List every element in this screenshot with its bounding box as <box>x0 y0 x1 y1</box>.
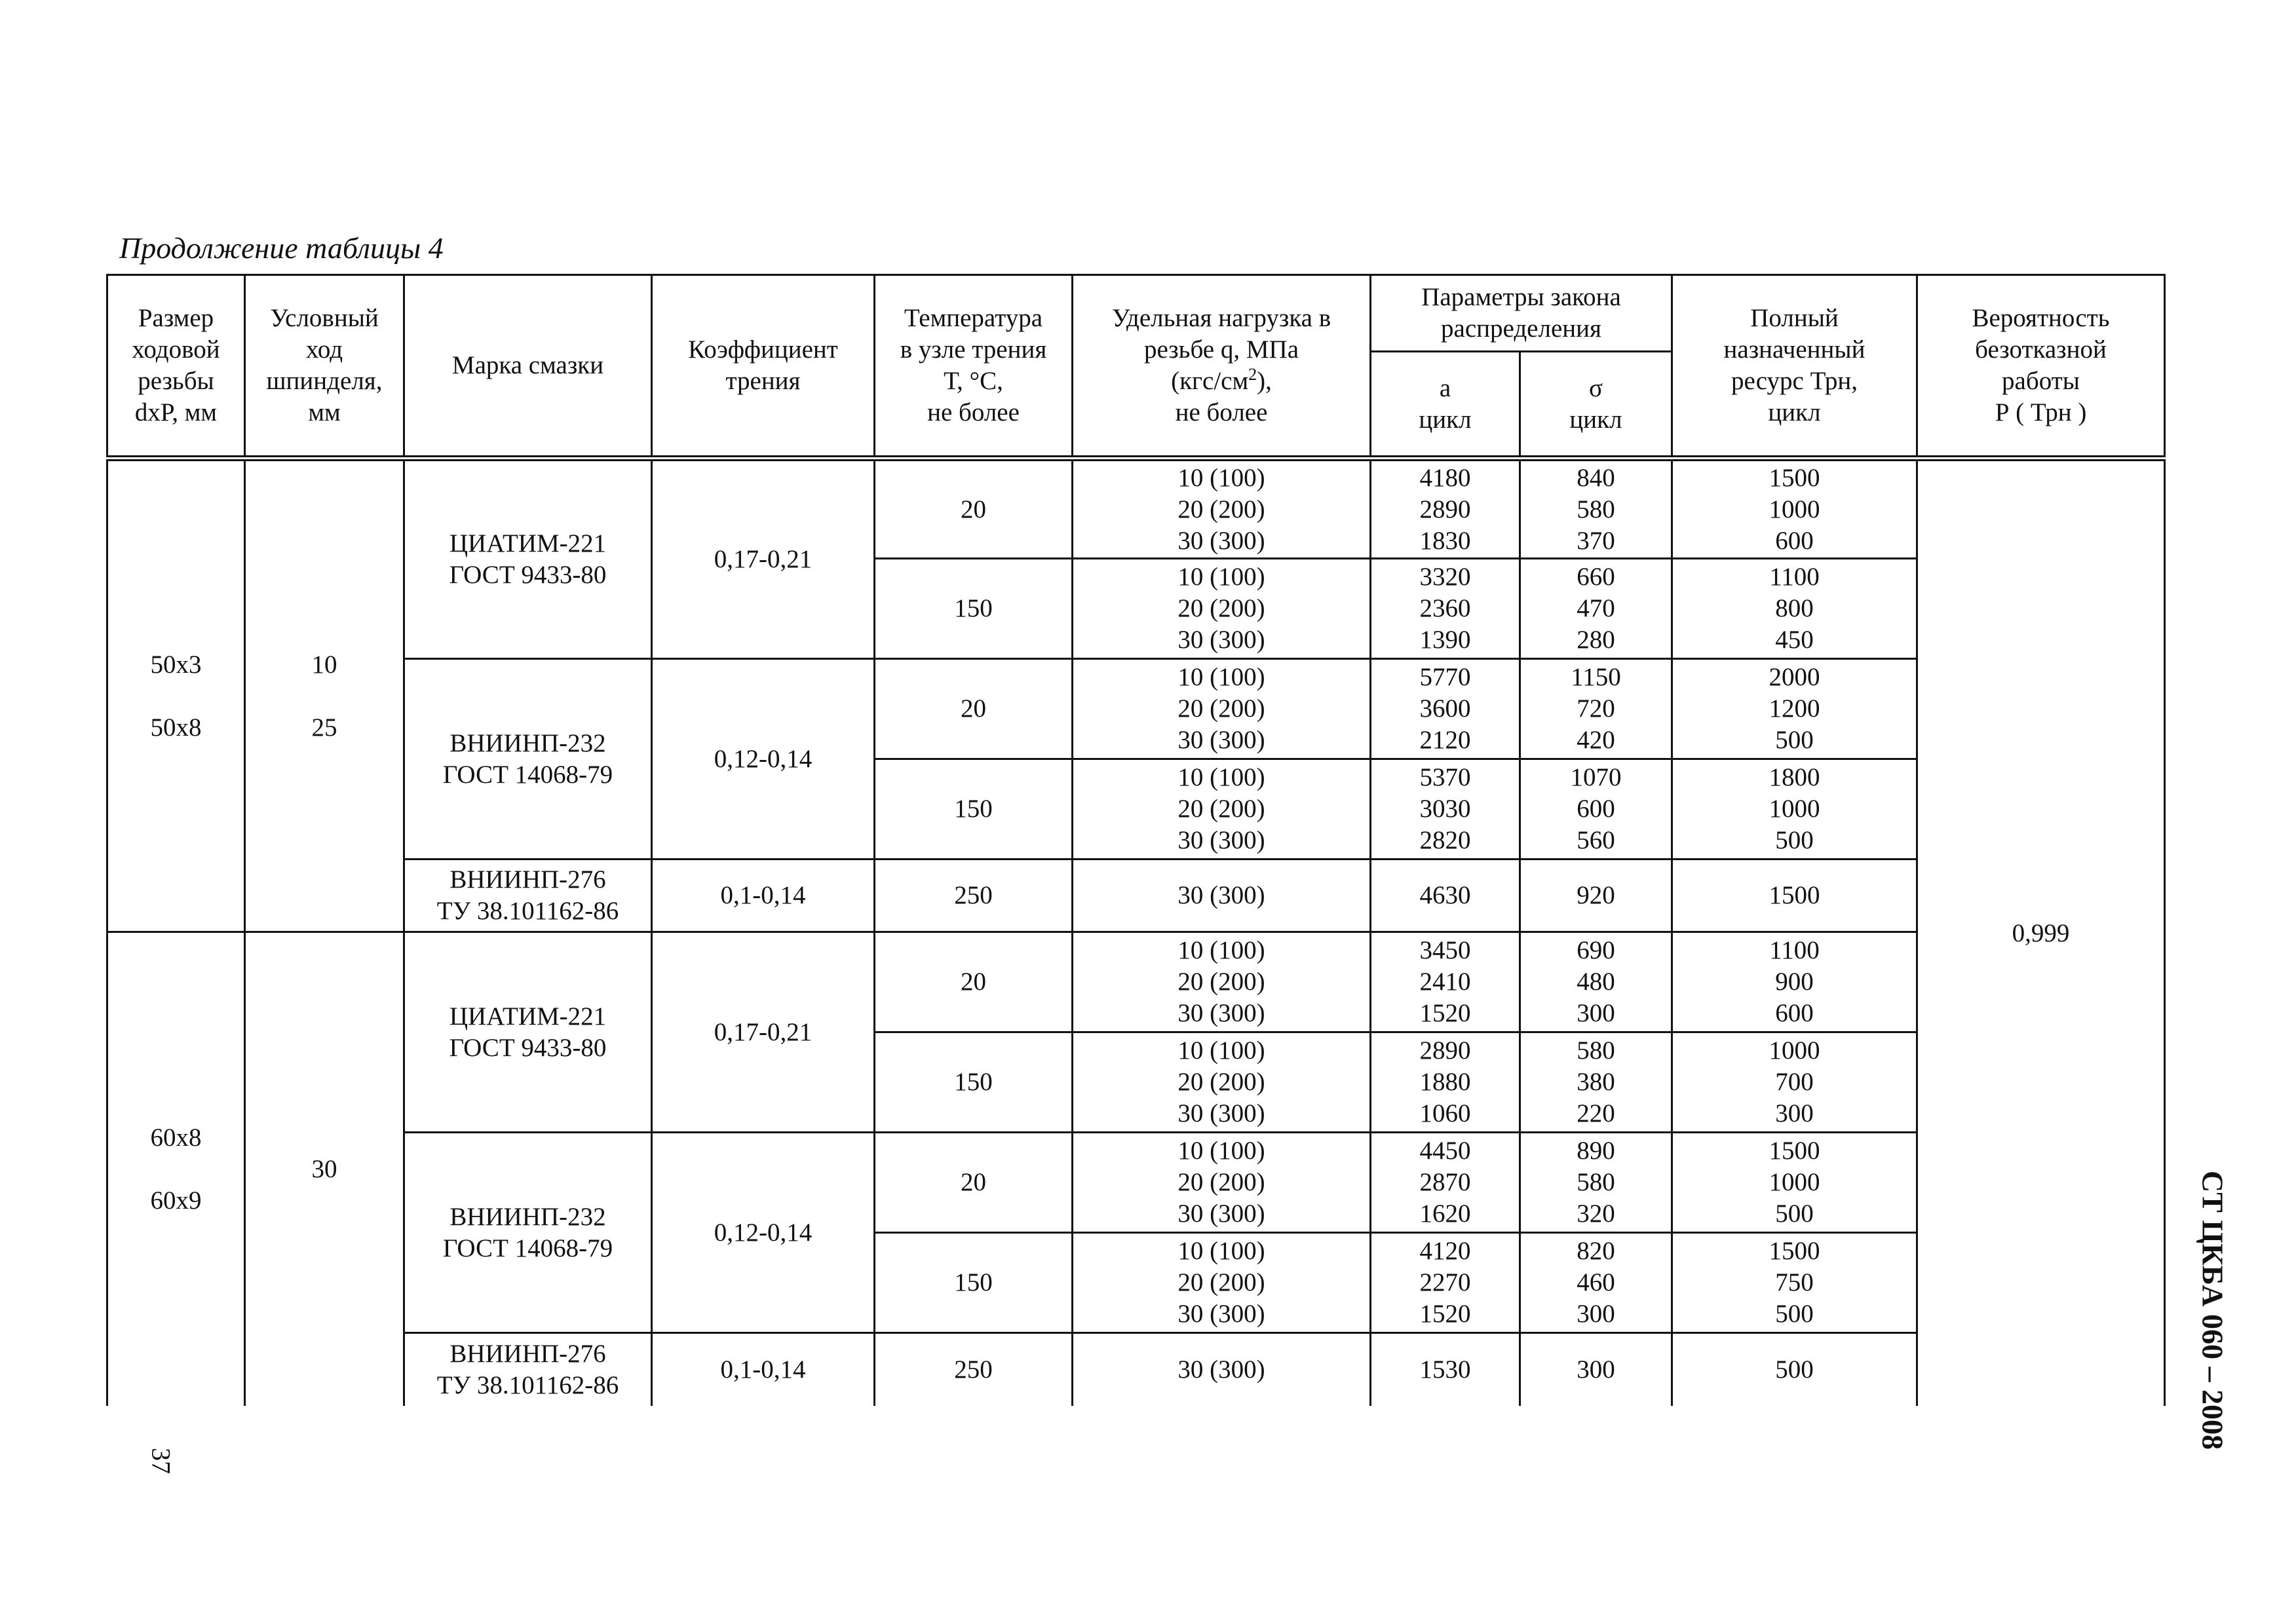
param-a-cell: 3450 2410 1520 <box>1371 932 1520 1032</box>
table-row <box>107 932 2165 1032</box>
temperature-cell: 20 <box>875 459 1073 559</box>
resource-cell: 1100 900 600 <box>1672 932 1917 1032</box>
temperature-cell: 150 <box>875 1233 1073 1333</box>
param-sigma-cell: 890 580 320 <box>1520 1133 1672 1233</box>
header-friction: Коэффициент трения <box>652 275 875 459</box>
friction-cell: 0,1-0,14 <box>652 1333 875 1406</box>
table-caption: Продолжение таблицы 4 <box>119 231 444 265</box>
friction-cell: 0,17-0,21 <box>652 932 875 1133</box>
param-a-cell: 2890 1880 1060 <box>1371 1032 1520 1133</box>
grease-name-cell: ВНИИНП-276 ТУ 38.101162-86 <box>404 1333 652 1406</box>
table-row <box>107 859 2165 932</box>
header-spindle-stroke: Условный ход шпинделя, мм <box>245 275 404 459</box>
friction-cell: 0,12-0,14 <box>652 1133 875 1333</box>
header-temperature: Температура в узле трения Т, °С, не более <box>875 275 1073 459</box>
temperature-cell: 20 <box>875 1133 1073 1233</box>
param-sigma-cell: 820 460 300 <box>1520 1233 1672 1333</box>
param-a-cell: 4450 2870 1620 <box>1371 1133 1520 1233</box>
header-distribution-params: Параметры закона распределения <box>1371 275 1672 352</box>
load-cell: 10 (100) 20 (200) 30 (300) <box>1073 1032 1371 1133</box>
header-resource: Полный назначенный ресурс Трн, цикл <box>1672 275 1917 459</box>
probability-cell: 0,999 <box>1917 459 2165 1406</box>
resource-cell: 1100 800 450 <box>1672 559 1917 659</box>
table-body <box>107 459 2165 1406</box>
resource-cell: 1500 1000 500 <box>1672 1133 1917 1233</box>
param-sigma-cell: 300 <box>1520 1333 1672 1406</box>
load-cell: 10 (100) 20 (200) 30 (300) <box>1073 459 1371 559</box>
document-code: СТ ЦКБА 060 – 2008 <box>2196 1170 2230 1450</box>
friction-cell: 0,12-0,14 <box>652 659 875 859</box>
load-cell: 30 (300) <box>1073 1333 1371 1406</box>
header-thread-size: Размер ходовой резьбы dxP, мм <box>107 275 245 459</box>
table-row <box>107 1133 2165 1233</box>
temperature-cell: 250 <box>875 859 1073 932</box>
temperature-cell: 20 <box>875 659 1073 759</box>
param-sigma-cell: 920 <box>1520 859 1672 932</box>
param-a-cell: 4630 <box>1371 859 1520 932</box>
table-row <box>107 459 2165 559</box>
param-a-cell: 5770 3600 2120 <box>1371 659 1520 759</box>
grease-name-cell: ВНИИНП-232 ГОСТ 14068-79 <box>404 659 652 859</box>
load-cell: 10 (100) 20 (200) 30 (300) <box>1073 559 1371 659</box>
grease-name-cell: ЦИАТИМ-221 ГОСТ 9433-80 <box>404 459 652 659</box>
friction-cell: 0,17-0,21 <box>652 459 875 659</box>
param-sigma-cell: 1150 720 420 <box>1520 659 1672 759</box>
param-a-cell: 1530 <box>1371 1333 1520 1406</box>
resource-cell: 1500 750 500 <box>1672 1233 1917 1333</box>
lubricant-table <box>106 274 2166 1406</box>
header-specific-load: Удельная нагрузка в резьбе q, МПа $(кгс/см^2)$, не более <box>1073 275 1371 459</box>
temperature-cell: 20 <box>875 932 1073 1032</box>
temperature-cell: 250 <box>875 1333 1073 1406</box>
param-sigma-cell: 690 480 300 <box>1520 932 1672 1032</box>
load-cell: 10 (100) 20 (200) 30 (300) <box>1073 759 1371 859</box>
temperature-cell: 150 <box>875 759 1073 859</box>
grease-name-cell: ЦИАТИМ-221 ГОСТ 9433-80 <box>404 932 652 1133</box>
thread-size-cell: 60х8 60х9 <box>107 932 245 1406</box>
param-a-cell: 4120 2270 1520 <box>1371 1233 1520 1333</box>
spindle-stroke-cell: 10 25 <box>245 459 404 932</box>
param-sigma-cell: 660 470 280 <box>1520 559 1672 659</box>
page-number: 37 <box>146 1448 176 1474</box>
load-cell: 10 (100) 20 (200) 30 (300) <box>1073 659 1371 759</box>
thread-size-cell: 50х3 50х8 <box>107 459 245 932</box>
grease-name-cell: ВНИИНП-232 ГОСТ 14068-79 <box>404 1133 652 1333</box>
header-param-a: а цикл <box>1371 352 1520 459</box>
load-cell: 10 (100) 20 (200) 30 (300) <box>1073 932 1371 1032</box>
temperature-cell: 150 <box>875 1032 1073 1133</box>
grease-name-cell: ВНИИНП-276 ТУ 38.101162-86 <box>404 859 652 932</box>
param-a-cell: 4180 2890 1830 <box>1371 459 1520 559</box>
load-cell: 10 (100) 20 (200) 30 (300) <box>1073 1133 1371 1233</box>
resource-cell: 1500 <box>1672 859 1917 932</box>
spindle-stroke-cell: 30 <box>245 932 404 1406</box>
param-a-cell: 3320 2360 1390 <box>1371 559 1520 659</box>
resource-cell: 1000 700 300 <box>1672 1032 1917 1133</box>
resource-cell: 500 <box>1672 1333 1917 1406</box>
param-sigma-cell: 1070 600 560 <box>1520 759 1672 859</box>
param-sigma-cell: 840 580 370 <box>1520 459 1672 559</box>
param-a-cell: 5370 3030 2820 <box>1371 759 1520 859</box>
resource-cell: 1500 1000 600 <box>1672 459 1917 559</box>
load-cell: 30 (300) <box>1073 859 1371 932</box>
table-row <box>107 659 2165 759</box>
friction-cell: 0,1-0,14 <box>652 859 875 932</box>
table-row <box>107 1333 2165 1406</box>
load-cell: 10 (100) 20 (200) 30 (300) <box>1073 1233 1371 1333</box>
header-param-sigma: σ цикл <box>1520 352 1672 459</box>
header-probability: Вероятность безотказной работы Р ( Трн ) <box>1917 275 2165 459</box>
temperature-cell: 150 <box>875 559 1073 659</box>
resource-cell: 2000 1200 500 <box>1672 659 1917 759</box>
header-grease: Марка смазки <box>404 275 652 459</box>
resource-cell: 1800 1000 500 <box>1672 759 1917 859</box>
param-sigma-cell: 580 380 220 <box>1520 1032 1672 1133</box>
